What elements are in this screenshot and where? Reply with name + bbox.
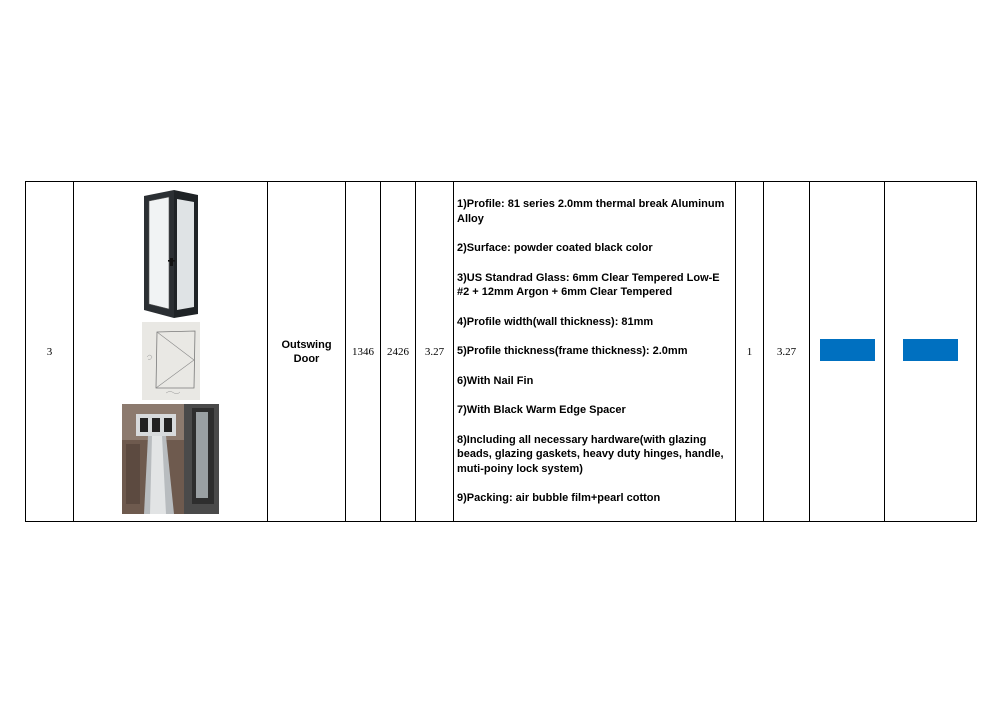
product-name-line1: Outswing (281, 338, 332, 351)
description-line: 5)Profile thickness(frame thickness): 2.0mm (457, 345, 688, 358)
item-number: 3 (46, 345, 53, 358)
total-price-highlight (903, 339, 958, 361)
area-value: 3.27 (424, 345, 445, 358)
product-name-cell (268, 182, 346, 522)
description-line: 1)Profile: 81 series 2.0mm thermal break Aluminum Alloy (457, 198, 725, 225)
quotation-table (25, 181, 977, 522)
picture-cell (74, 182, 268, 522)
product-name-line2: Door (293, 352, 320, 365)
description-line: 7)With Black Warm Edge Spacer (457, 404, 626, 417)
total-area-cell (764, 182, 810, 522)
height-cell (381, 182, 416, 522)
description-line: 4)Profile width(wall thickness): 81mm (457, 315, 654, 328)
total-price-cell (885, 182, 977, 522)
description-line: 3)US Standrad Glass: 6mm Clear Tempered Low-E #2 + 12mm Argon + 6mm Clear Tempered (457, 271, 720, 299)
door-sketch-image (142, 322, 200, 400)
door-photo-image (141, 190, 201, 318)
description-line: 8)Including all necessary hardware(with glazing beads, glazing gaskets, heavy duty hinges, handle, muti-poiny lock system) (457, 433, 724, 475)
table-row (26, 182, 977, 522)
description-cell (454, 182, 736, 522)
width-cell (346, 182, 381, 522)
description-line: 6)With Nail Fin (457, 374, 534, 387)
total-area-value: 3.27 (776, 345, 797, 358)
area-cell (416, 182, 454, 522)
unit-price-highlight (820, 339, 875, 361)
aluminum-profile-photo (122, 404, 219, 514)
quantity-value: 1 (746, 345, 753, 358)
height-value: 2426 (387, 345, 409, 358)
width-value: 1346 (352, 345, 374, 358)
unit-price-cell (810, 182, 885, 522)
quantity-cell (736, 182, 764, 522)
description-line: 2)Surface: powder coated black color (457, 242, 653, 255)
item-number-cell (26, 182, 74, 522)
description-line: 9)Packing: air bubble film+pearl cotton (457, 492, 661, 505)
